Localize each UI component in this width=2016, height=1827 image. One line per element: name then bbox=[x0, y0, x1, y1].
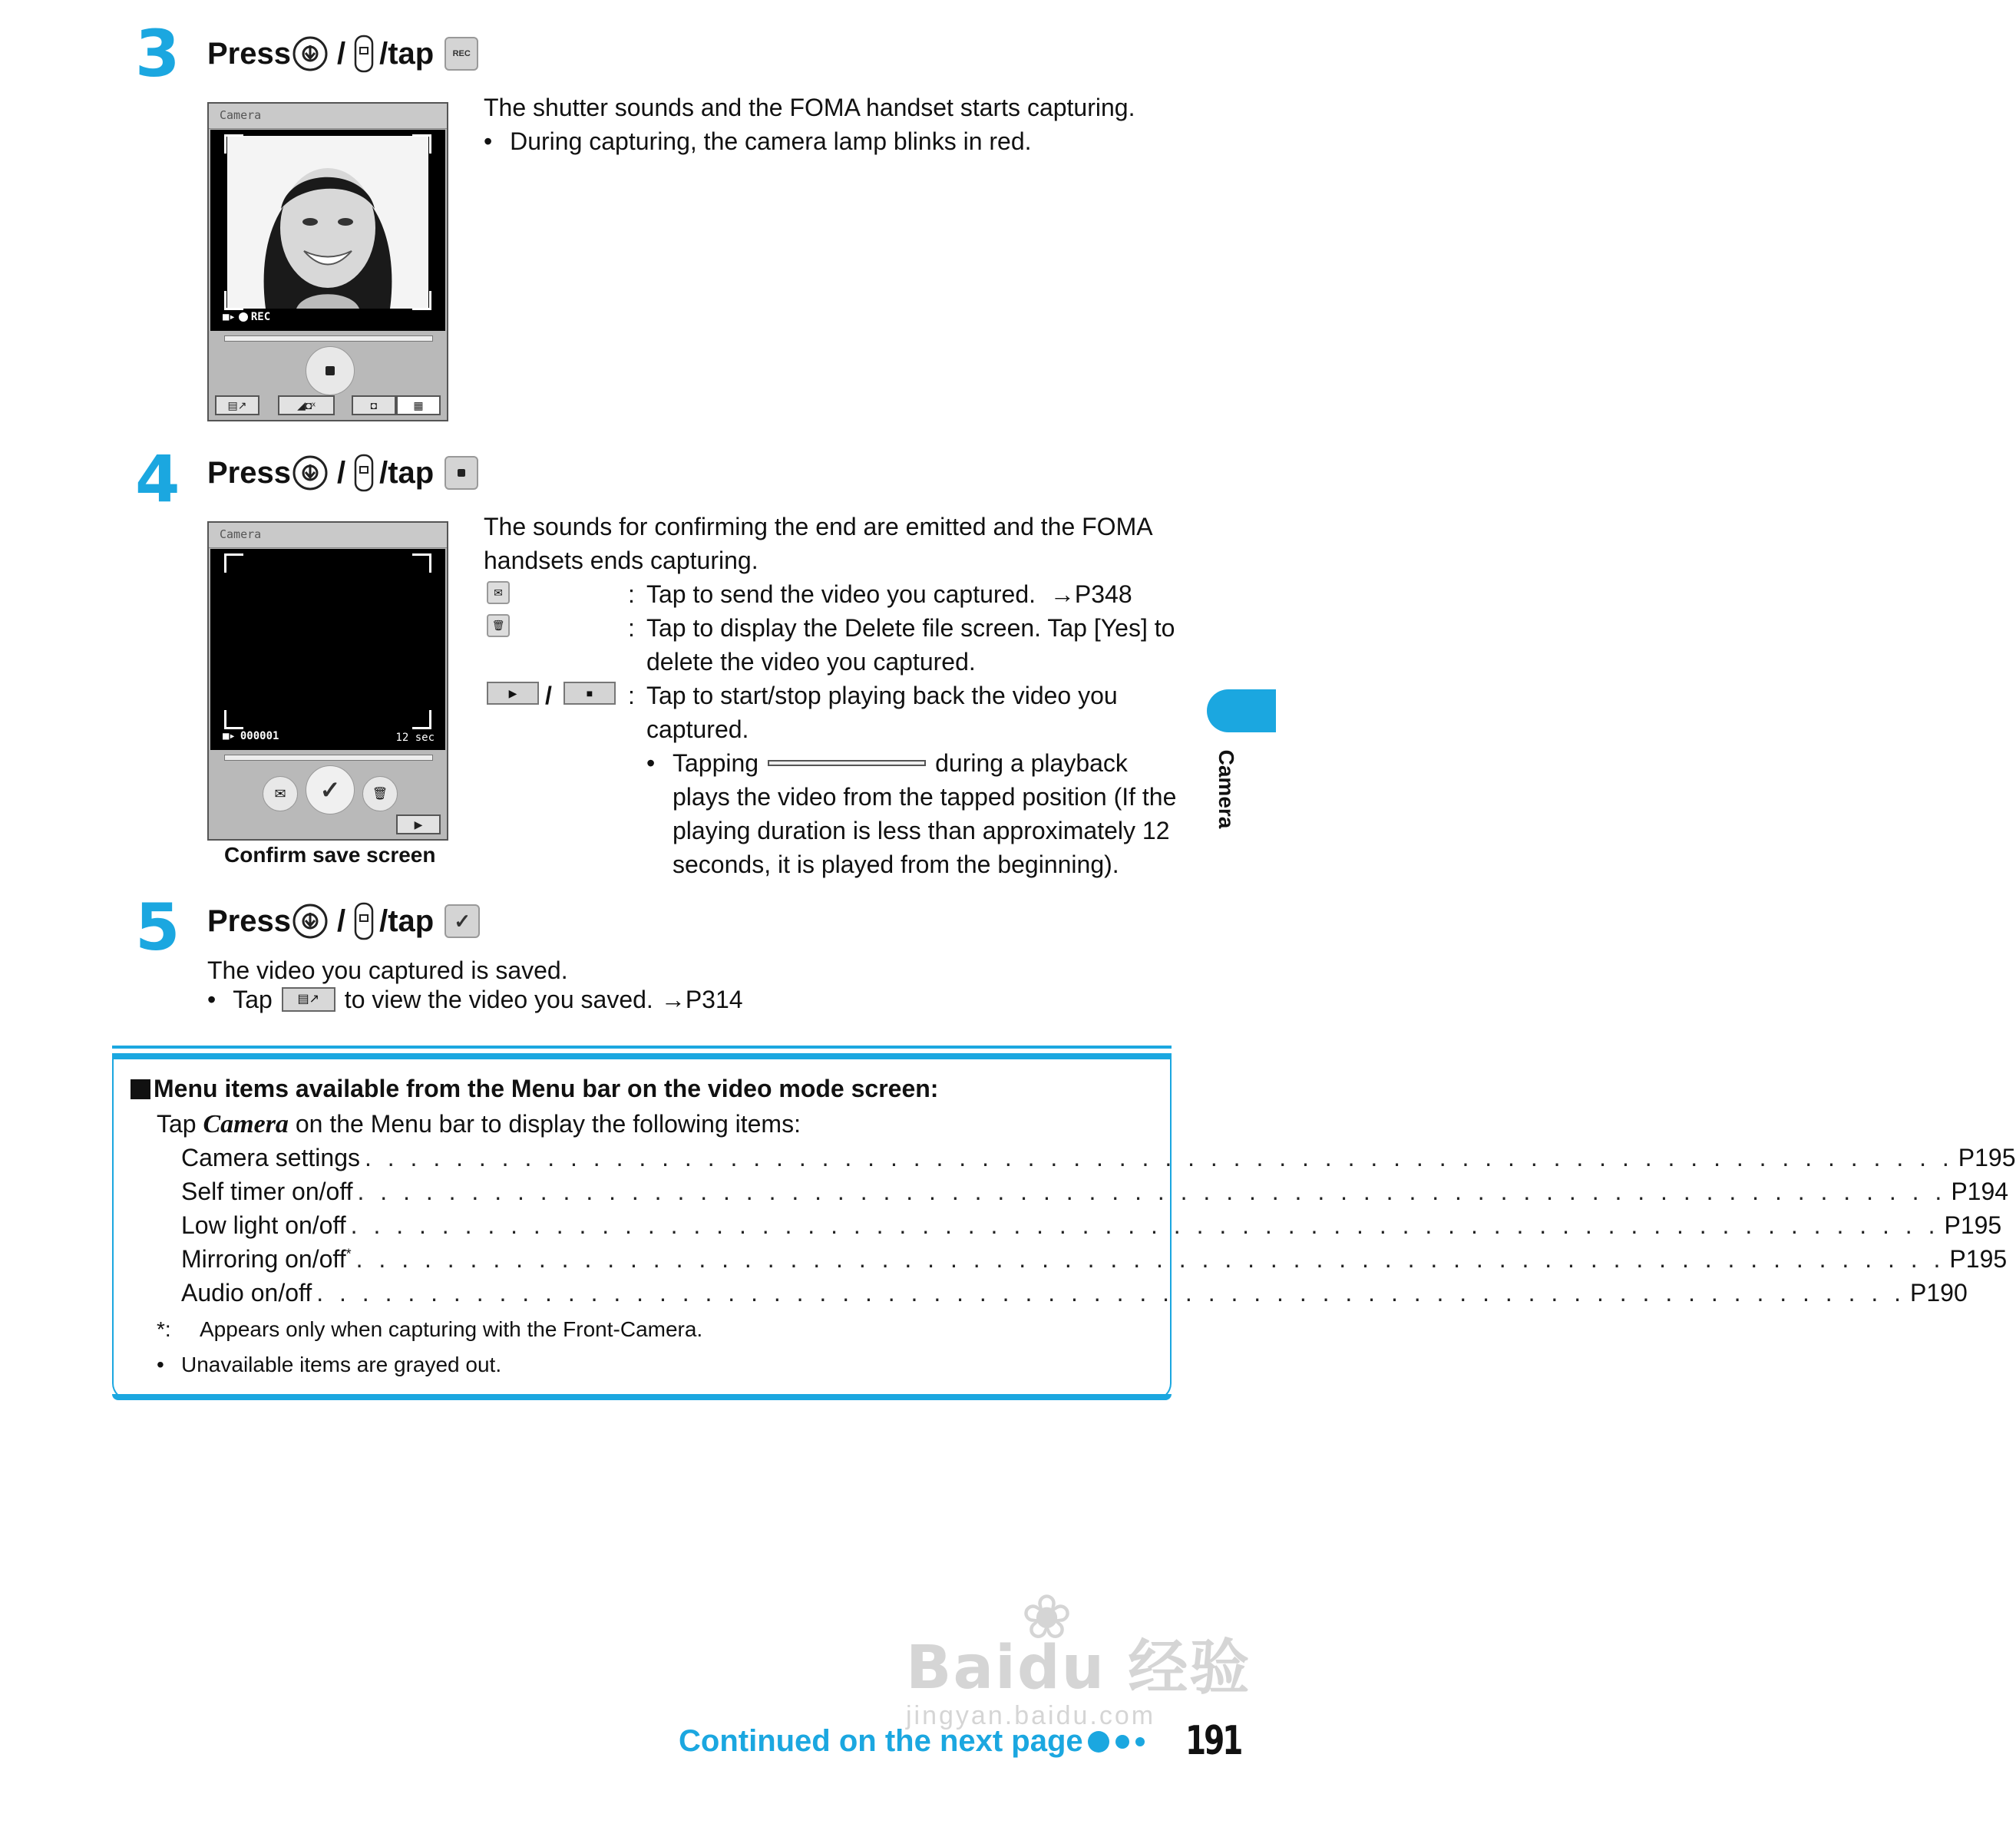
video-list-inline-icon: ▤↗ bbox=[282, 987, 335, 1012]
step-3-description: The shutter sounds and the FOMA handset starts capturing. bbox=[484, 94, 1135, 121]
stop-dot-icon bbox=[458, 469, 465, 477]
rec-dot-icon bbox=[239, 312, 248, 322]
continued-footer bbox=[679, 1724, 1145, 1759]
menu-intro-post: on the Menu bar to display the following items: bbox=[295, 1110, 801, 1138]
frame-corner-br bbox=[412, 710, 431, 729]
watermark-paw-icon: ❀ bbox=[1021, 1583, 1073, 1651]
step-4-description-2: handsets ends capturing. bbox=[484, 547, 758, 574]
page-number: 191 bbox=[1185, 1718, 1241, 1764]
menu-item bbox=[181, 1208, 2002, 1242]
recording-indicator bbox=[223, 311, 270, 323]
person-photo bbox=[227, 136, 428, 309]
stop-inline-icon: ■ bbox=[563, 682, 616, 705]
menu-item bbox=[181, 1174, 2009, 1208]
step-5-separator: / bbox=[336, 904, 346, 938]
mail-inline-icon: ✉ bbox=[487, 581, 510, 604]
step-4-press-label: Press bbox=[207, 455, 291, 490]
watermark bbox=[906, 1583, 1251, 1731]
colon: : bbox=[628, 614, 635, 642]
step-5-bullet-post: to view the video you saved. bbox=[344, 986, 653, 1013]
send-video-ref: P348 bbox=[1074, 580, 1132, 608]
square-bullet-icon bbox=[131, 1079, 150, 1099]
watermark-brand: Baidu 经验 bbox=[906, 1634, 1251, 1703]
camera-key-icon bbox=[353, 453, 375, 493]
leader-dots: . . . . . . . . . . . . . . . . . . . . . . . . . . . . . . . . . . . . . . . . . . . . . . . . . . . . . . . . . . . . . . . . . . . . . . bbox=[357, 1177, 1947, 1205]
arrow-icon: → bbox=[660, 986, 686, 1013]
video-mode-button[interactable] bbox=[396, 395, 441, 415]
screen-title: Camera bbox=[209, 523, 447, 548]
captured-photo bbox=[227, 136, 428, 309]
file-counter bbox=[223, 730, 279, 742]
menu-item bbox=[181, 1276, 1968, 1310]
dot-large-icon bbox=[1088, 1731, 1109, 1753]
progress-bar[interactable] bbox=[224, 335, 433, 342]
footnote-mark: * bbox=[345, 1245, 352, 1261]
menu-item bbox=[181, 1242, 2008, 1276]
step-5-number: 5 bbox=[135, 890, 179, 965]
camera-viewfinder bbox=[210, 130, 445, 331]
step-3-phone-screen bbox=[207, 102, 448, 421]
footnote bbox=[157, 1314, 702, 1345]
duration-label: 12 sec bbox=[395, 732, 435, 744]
frame-corner-tr bbox=[412, 134, 431, 154]
menu-item-label-text: Mirroring on/off bbox=[181, 1244, 346, 1273]
trash-inline-icon: 🗑 bbox=[487, 614, 510, 637]
frame-corner-bl bbox=[224, 710, 243, 729]
step-5-bullet-pre: Tap bbox=[233, 986, 273, 1013]
mail-icon: ✉ bbox=[274, 785, 286, 801]
menu-intro bbox=[157, 1107, 801, 1141]
step-5-press-label: Press bbox=[207, 904, 291, 938]
checkmark-button-icon: ✓ bbox=[445, 904, 480, 938]
camera-mode-button[interactable] bbox=[278, 395, 335, 415]
play-stop-separator: / bbox=[545, 682, 552, 709]
leader-dots: . . . . . . . . . . . . . . . . . . . . . . . . . . . . . . . . . . . . . . . . . . . . . . . . . . . . . . . . . . . . . . . . . . . . . . bbox=[355, 1244, 1945, 1273]
bullet-dot: • bbox=[207, 986, 216, 1013]
footnote-text: Appears only when capturing with the Front-Camera. bbox=[200, 1317, 703, 1341]
menu-item-label: Camera settings bbox=[181, 1143, 360, 1171]
checkmark-icon: ✓ bbox=[319, 776, 341, 804]
step-5-tap-label: /tap bbox=[379, 904, 435, 938]
rec-label: REC bbox=[250, 311, 271, 323]
step-3-separator: / bbox=[336, 36, 346, 71]
footnote-mark: *: bbox=[157, 1317, 171, 1341]
step-5-heading bbox=[207, 898, 480, 944]
menu-heading-text: Menu items available from the Menu bar on the video mode screen: bbox=[154, 1075, 939, 1102]
arrow-icon: → bbox=[1049, 580, 1075, 608]
play-button[interactable] bbox=[396, 814, 441, 834]
tapping-post: during a playback bbox=[935, 749, 1128, 777]
menu-item-page: P195 bbox=[1949, 1244, 2008, 1273]
sub-bullet-line-4: seconds, it is played from the beginning). bbox=[673, 851, 1119, 878]
play-icon: ▶ bbox=[414, 818, 423, 831]
step-4-separator: / bbox=[336, 455, 346, 490]
frame-corner-br bbox=[412, 291, 431, 310]
film-icon: ▤↗ bbox=[227, 398, 247, 411]
step-5-description: The video you captured is saved. bbox=[207, 956, 568, 984]
menu-intro-pre: Tap bbox=[157, 1110, 197, 1138]
playback-text-1: Tap to start/stop playing back the video you bbox=[646, 682, 1118, 709]
menu-item-page: P194 bbox=[1951, 1177, 2009, 1205]
leader-dots: . . . . . . . . . . . . . . . . . . . . . . . . . . . . . . . . . . . . . . . . . . . . . . . . . . . . . . . . . . . . . . . . . . . . . . bbox=[350, 1211, 1940, 1239]
menu-item-label bbox=[181, 1245, 352, 1274]
step-4-phone-screen bbox=[207, 521, 448, 841]
stop-button-icon bbox=[445, 456, 478, 490]
send-video-text bbox=[646, 577, 1132, 611]
step-3-tap-label: /tap bbox=[379, 36, 435, 71]
camera-switch-icon: ◢◘ˣ bbox=[297, 398, 316, 411]
multi-key-icon bbox=[291, 902, 329, 940]
playback-bar-inline-icon bbox=[768, 760, 926, 766]
menu-item-page: P195 bbox=[1944, 1211, 2002, 1239]
playback-bar[interactable] bbox=[224, 755, 433, 761]
colon: : bbox=[628, 580, 635, 608]
frame-corner-tr bbox=[412, 553, 431, 573]
play-inline-icon: ▶ bbox=[487, 682, 539, 705]
menu-item bbox=[181, 1141, 2016, 1174]
step-4-description-1: The sounds for confirming the end are emitted and the FOMA bbox=[484, 513, 1153, 540]
menu-heading bbox=[131, 1075, 938, 1103]
step-3-bullet-text: During capturing, the camera lamp blinks in red. bbox=[510, 127, 1032, 155]
playback-text-2: captured. bbox=[646, 715, 749, 743]
save-button[interactable] bbox=[306, 765, 355, 814]
grayed-out-note bbox=[157, 1350, 501, 1380]
watermark-url: jingyan.baidu.com bbox=[906, 1701, 1156, 1730]
confirm-save-caption: Confirm save screen bbox=[224, 843, 436, 867]
bullet-dot: • bbox=[484, 127, 493, 155]
dot-small-icon bbox=[1135, 1737, 1145, 1746]
box-bottom-rule bbox=[112, 1394, 1172, 1400]
step-4-number: 4 bbox=[135, 441, 179, 517]
video-camera-icon: ■▸ bbox=[223, 730, 236, 742]
sub-bullet-dot: • bbox=[646, 749, 656, 777]
frame-corner-bl bbox=[224, 291, 243, 310]
bullet-dot: • bbox=[157, 1353, 164, 1376]
step-5-bullet bbox=[207, 983, 743, 1016]
sub-bullet-line-3: playing duration is less than approximately 12 bbox=[673, 817, 1170, 844]
camera-icon: ◘ bbox=[370, 399, 378, 411]
stop-icon bbox=[326, 366, 335, 375]
frame-corner-tl bbox=[224, 553, 243, 573]
frame-corner-tl bbox=[224, 134, 243, 154]
menu-item-label: Low light on/off bbox=[181, 1211, 346, 1239]
multi-key-icon bbox=[291, 454, 329, 492]
photo-mode-button[interactable] bbox=[352, 395, 396, 415]
sub-bullet-line-2: plays the video from the tapped position (If the bbox=[673, 783, 1177, 811]
grayed-out-text: Unavailable items are grayed out. bbox=[181, 1353, 502, 1376]
step-3-number: 3 bbox=[135, 16, 179, 91]
multi-key-icon bbox=[291, 35, 329, 73]
tapping-pre: Tapping bbox=[673, 749, 759, 777]
step-3-heading bbox=[207, 31, 478, 77]
menu-item-page: P190 bbox=[1910, 1278, 1968, 1307]
dot-medium-icon bbox=[1115, 1735, 1129, 1749]
leader-dots: . . . . . . . . . . . . . . . . . . . . . . . . . . . . . . . . . . . . . . . . . . . . . . . . . . . . . . . . . . . . . . . . . . . . . . bbox=[364, 1143, 1954, 1171]
video-icon: ▦ bbox=[413, 398, 424, 411]
camera-key-icon bbox=[353, 901, 375, 941]
camera-viewfinder bbox=[210, 549, 445, 750]
delete-text-1: Tap to display the Delete file screen. Tap [Yes] to bbox=[646, 614, 1175, 642]
video-list-button[interactable] bbox=[215, 395, 259, 415]
step-4-heading bbox=[207, 450, 478, 496]
side-tab-label: Camera bbox=[1215, 749, 1238, 829]
camera-key-icon bbox=[353, 34, 375, 74]
continued-text: Continued on the next page bbox=[679, 1724, 1083, 1758]
rec-button-icon: REC bbox=[445, 37, 478, 71]
step-3-press-label: Press bbox=[207, 36, 291, 71]
tapping-line bbox=[673, 746, 1128, 780]
menu-item-label: Self timer on/off bbox=[181, 1177, 353, 1205]
step-4-tap-label: /tap bbox=[379, 455, 435, 490]
counter-value: 000001 bbox=[240, 730, 279, 742]
leader-dots: . . . . . . . . . . . . . . . . . . . . . . . . . . . . . . . . . . . . . . . . . . . . . . . . . . . . . . . . . . . . . . . . . . . . . . bbox=[316, 1278, 1906, 1307]
colon: : bbox=[628, 682, 635, 709]
menu-intro-camera: Camera bbox=[203, 1110, 289, 1138]
trash-icon: 🗑 bbox=[372, 788, 388, 801]
send-video-label: Tap to send the video you captured. bbox=[646, 580, 1036, 608]
delete-text-2: delete the video you captured. bbox=[646, 648, 976, 676]
screen-title: Camera bbox=[209, 104, 447, 129]
delete-button[interactable] bbox=[362, 776, 398, 811]
step-5-ref: P314 bbox=[685, 986, 743, 1013]
menu-item-label: Audio on/off bbox=[181, 1278, 312, 1307]
send-mail-button[interactable] bbox=[263, 776, 298, 811]
box-top-rule bbox=[112, 1046, 1172, 1049]
side-tab-marker bbox=[1207, 689, 1276, 732]
step-3-bullet bbox=[484, 124, 1032, 158]
video-camera-icon: ■▸ bbox=[223, 311, 236, 323]
menu-item-page: P195 bbox=[1958, 1143, 2016, 1171]
stop-record-button[interactable] bbox=[306, 346, 355, 395]
